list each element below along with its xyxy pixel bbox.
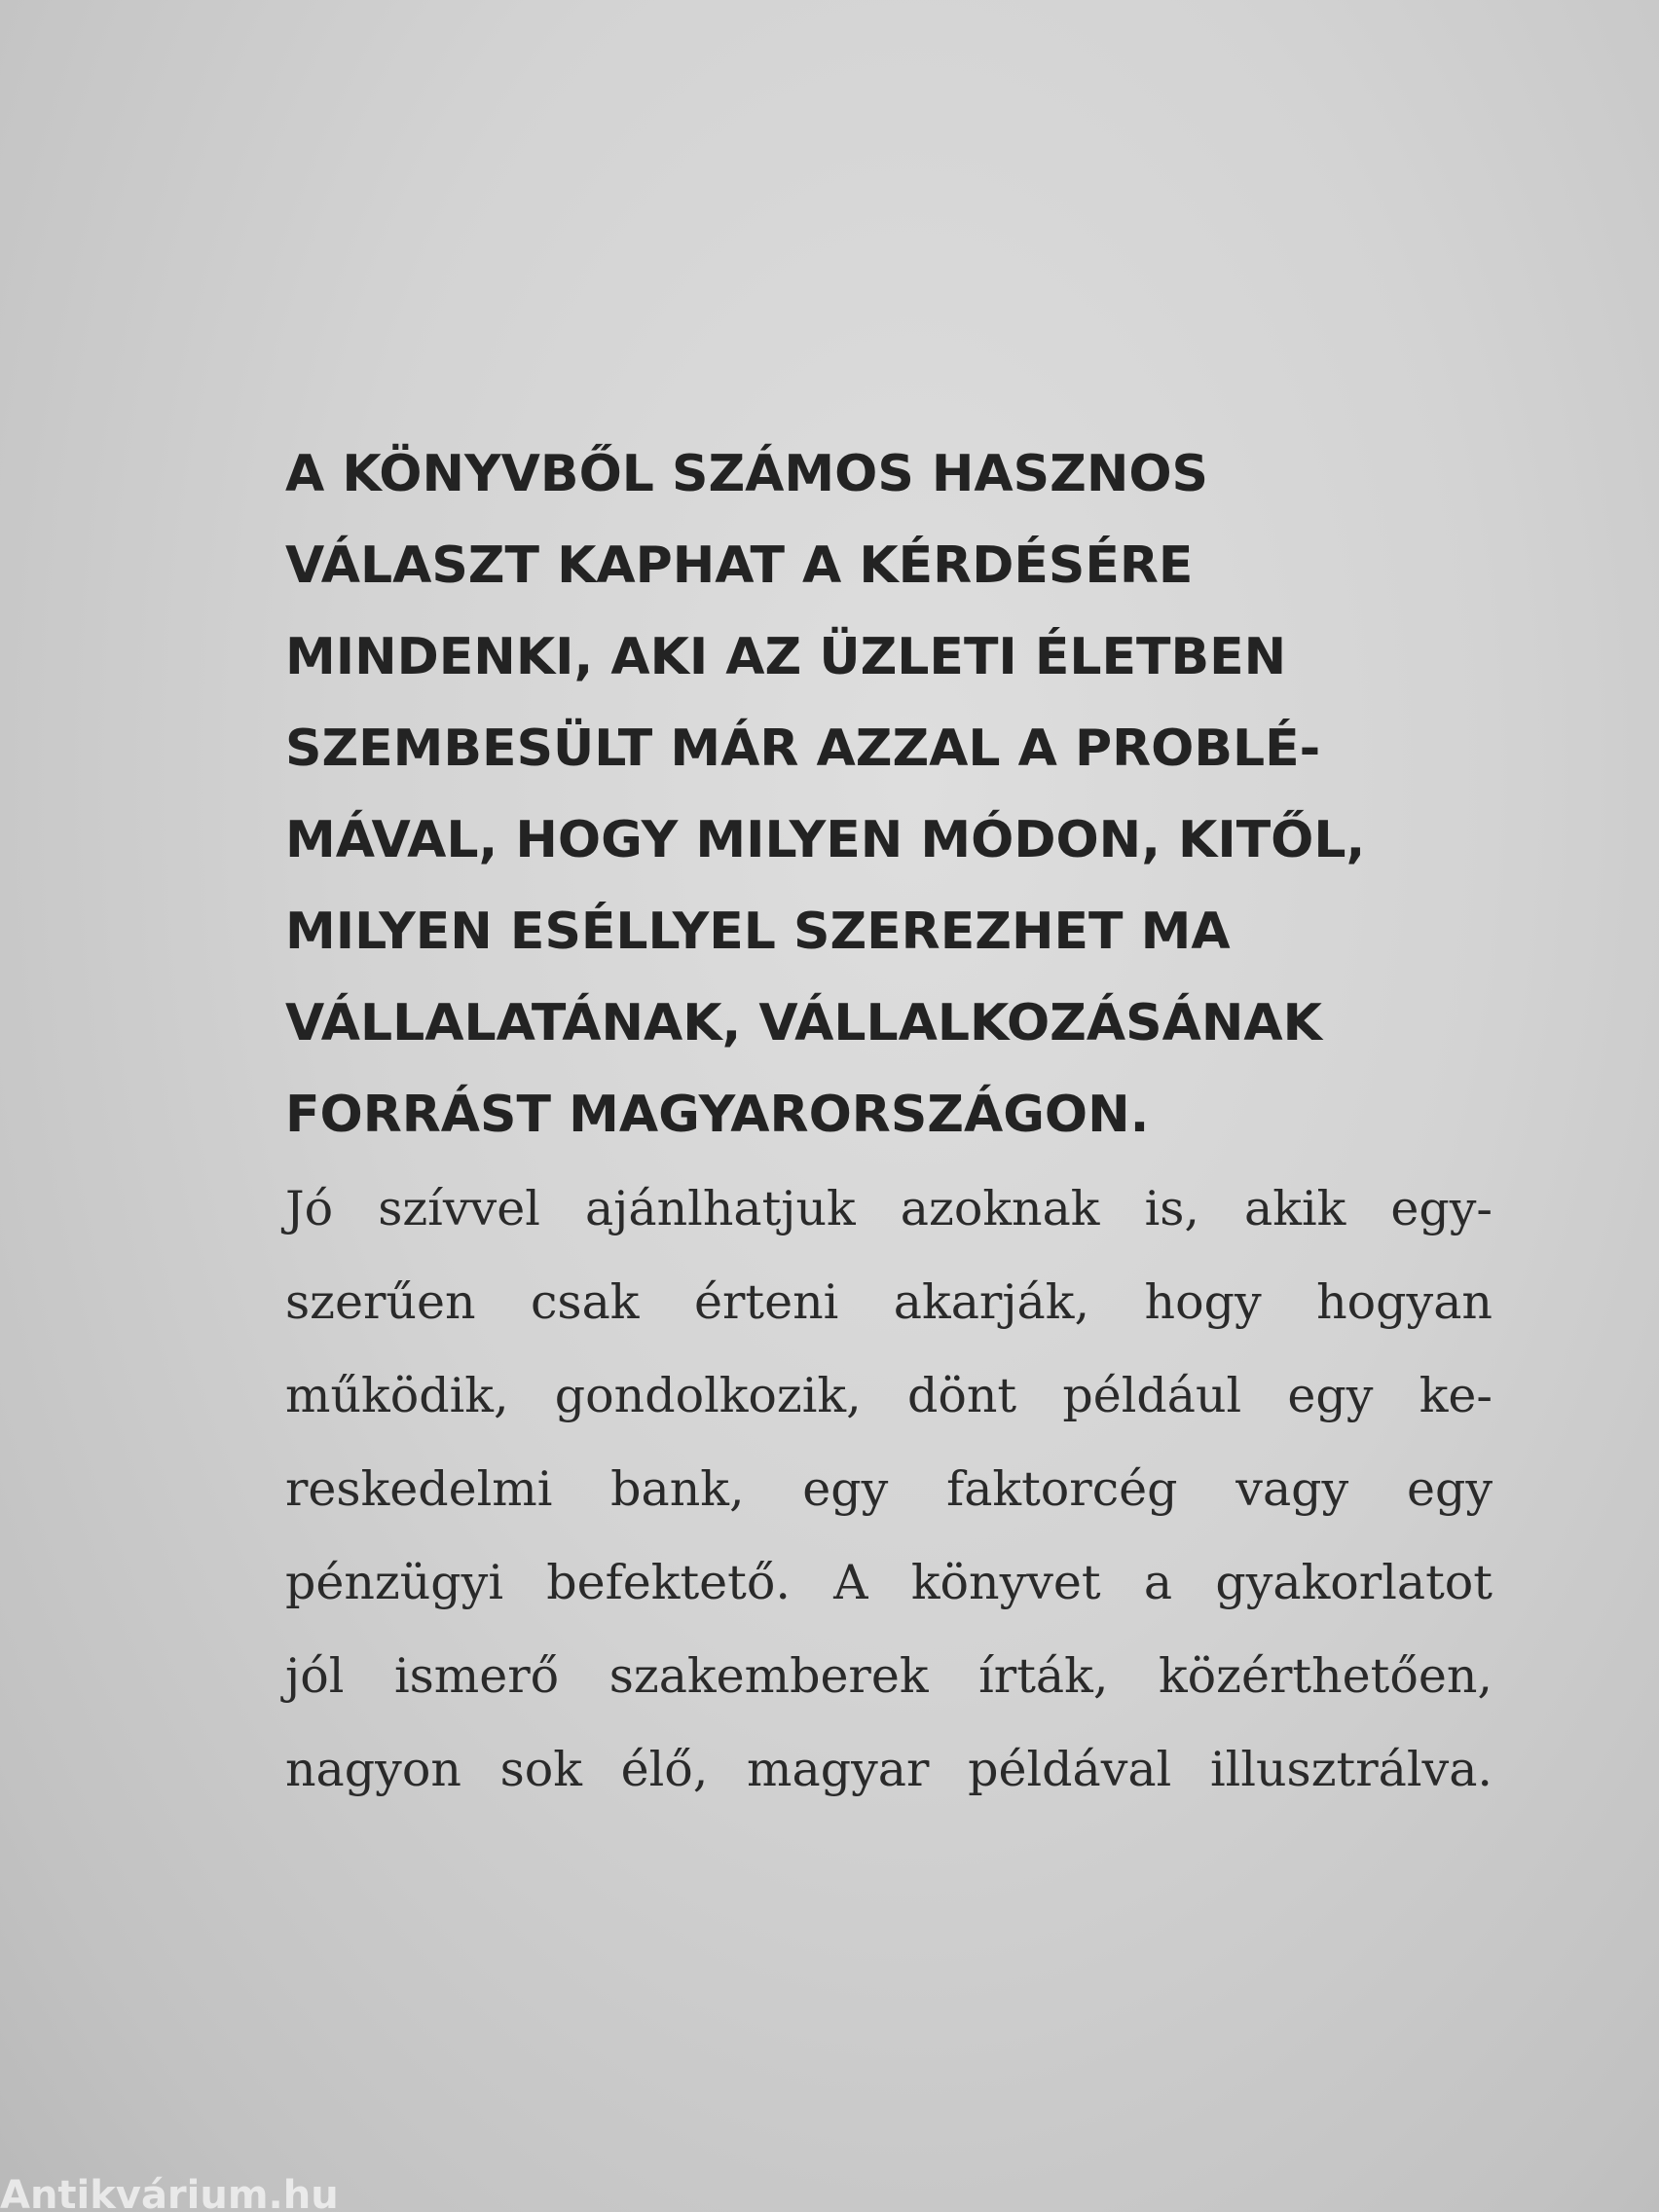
lead-line: VÁLASZT KAPHAT A KÉRDÉSÉRE	[285, 536, 1194, 595]
body-line: szerűen csak érteni akarják, hogy hogyan	[285, 1274, 1493, 1330]
lead-line: SZEMBESÜLT MÁR AZZAL A PROBLÉ-	[285, 719, 1321, 778]
watermark-text: Antikvárium.hu	[0, 2173, 339, 2212]
lead-line: MÁVAL, HOGY MILYEN MÓDON, KITŐL,	[285, 811, 1366, 869]
body-line: jól ismerő szakemberek írták, közérthetően,	[285, 1648, 1493, 1704]
body-line: Jó szívvel ajánlhatjuk azoknak is, akik egy-	[285, 1181, 1493, 1236]
lead-line: FORRÁST MAGYARORSZÁGON.	[285, 1086, 1150, 1144]
body-line: működik, gondolkozik, dönt például egy ke-	[285, 1368, 1493, 1423]
blurb-body-paragraph	[285, 1162, 1493, 1817]
body-line: pénzügyi befektető. A könyvet a gyakorlatot	[285, 1555, 1493, 1610]
lead-line: VÁLLALATÁNAK, VÁLLALKOZÁSÁNAK	[285, 994, 1322, 1052]
body-line: nagyon sok élő, magyar példával illusztrálva.	[285, 1742, 1493, 1797]
body-line: reskedelmi bank, egy faktorcég vagy egy	[285, 1461, 1493, 1517]
blurb-lead-paragraph	[285, 428, 1493, 1161]
lead-line: A KÖNYVBŐL SZÁMOS HASZNOS	[285, 445, 1209, 503]
blurb-text-block	[285, 428, 1493, 1817]
lead-line: MINDENKI, AKI AZ ÜZLETI ÉLETBEN	[285, 628, 1287, 686]
lead-line: MILYEN ESÉLLYEL SZEREZHET MA	[285, 903, 1231, 961]
